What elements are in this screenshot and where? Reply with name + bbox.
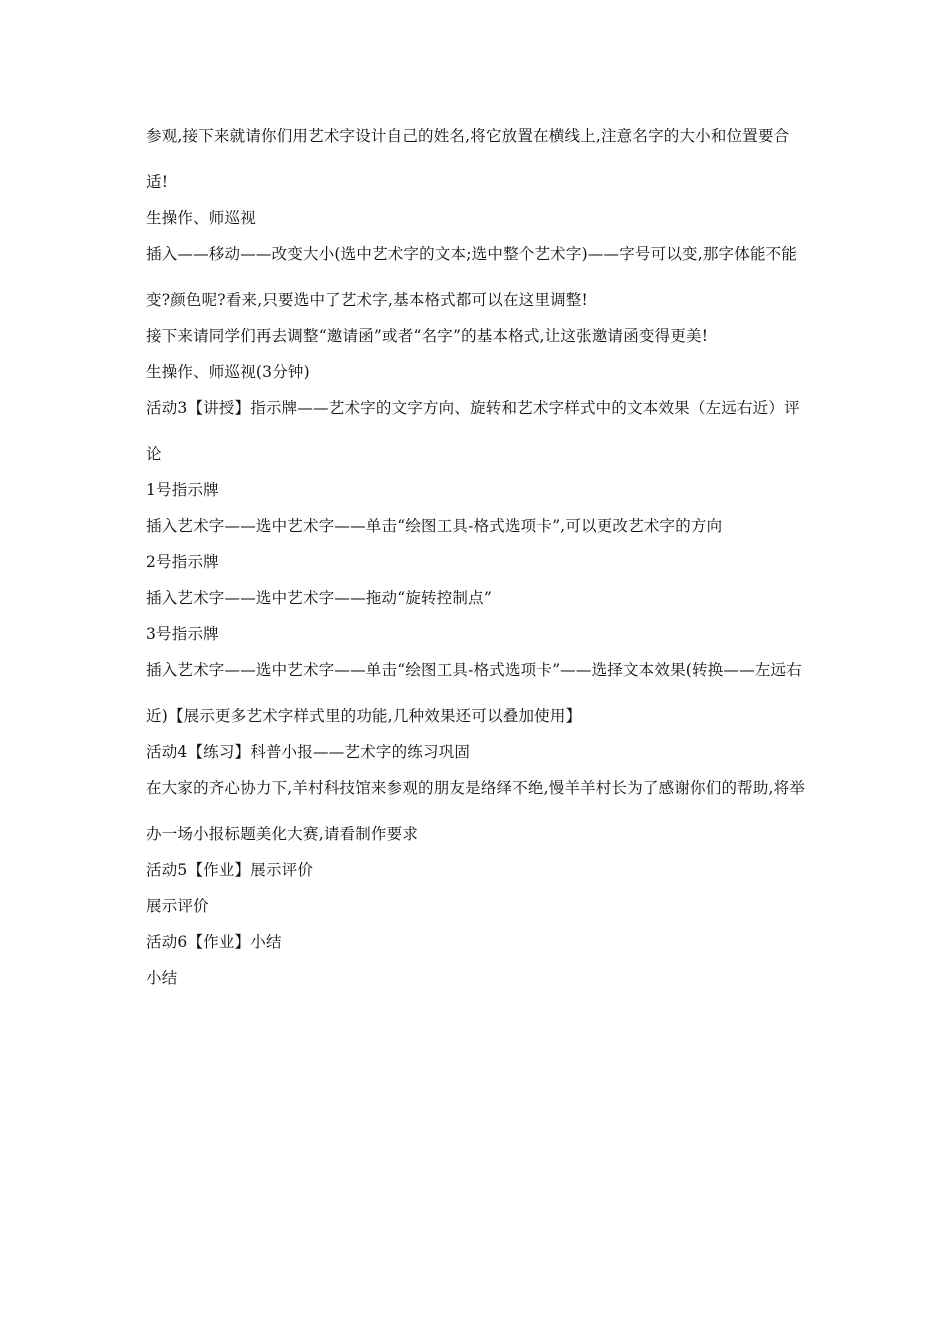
paragraph-sign-2-steps: 插入艺术字——选中艺术字——拖动“旋转控制点” [146,589,492,607]
paragraph-adjust-format: 接下来请同学们再去调整“邀请函”或者“名字”的基本格式,让这张邀请函变得更美! [146,327,709,345]
document-body [146,118,810,996]
paragraph-activity-5-body: 展示评价 [146,897,209,915]
paragraph-sign-1: 1号指示牌 [146,481,219,499]
paragraph-sign-3-steps: 插入艺术字——选中艺术字——单击“绘图工具-格式选项卡”——选择文本效果(转换——左远右近)【展示更多艺术字样式里的功能,几种效果还可以叠加使用】 [146,661,802,725]
paragraph-sign-3: 3号指示牌 [146,625,219,643]
heading-activity-6: 活动6【作业】小结 [146,933,282,951]
heading-activity-4: 活动4【练习】科普小报——艺术字的练习巩固 [146,743,471,761]
paragraph-sign-1-steps: 插入艺术字——选中艺术字——单击“绘图工具-格式选项卡”,可以更改艺术字的方向 [146,517,723,535]
paragraph-intro: 参观,接下来就请你们用艺术字设计自己的姓名,将它放置在横线上,注意名字的大小和位置要合适! [146,127,790,191]
paragraph-insert-steps: 插入——移动——改变大小(选中艺术字的文本;选中整个艺术字)——字号可以变,那字体能不能变?颜色呢?看来,只要选中了艺术字,基本格式都可以在这里调整! [146,245,798,309]
paragraph-student-operation: 生操作、师巡视 [146,209,256,227]
heading-activity-5: 活动5【作业】展示评价 [146,861,314,879]
heading-activity-3: 活动3【讲授】指示牌——艺术字的文字方向、旋转和艺术字样式中的文本效果（左远右近）评论 [146,399,800,463]
paragraph-activity-6-body: 小结 [146,969,178,987]
paragraph-student-operation-3min: 生操作、师巡视(3分钟) [146,363,310,381]
paragraph-sign-2: 2号指示牌 [146,553,219,571]
paragraph-activity-4-body: 在大家的齐心协力下,羊村科技馆来参观的朋友是络绎不绝,慢羊羊村长为了感谢你们的帮助,将举办一场小报标题美化大赛,请看制作要求 [146,779,806,843]
